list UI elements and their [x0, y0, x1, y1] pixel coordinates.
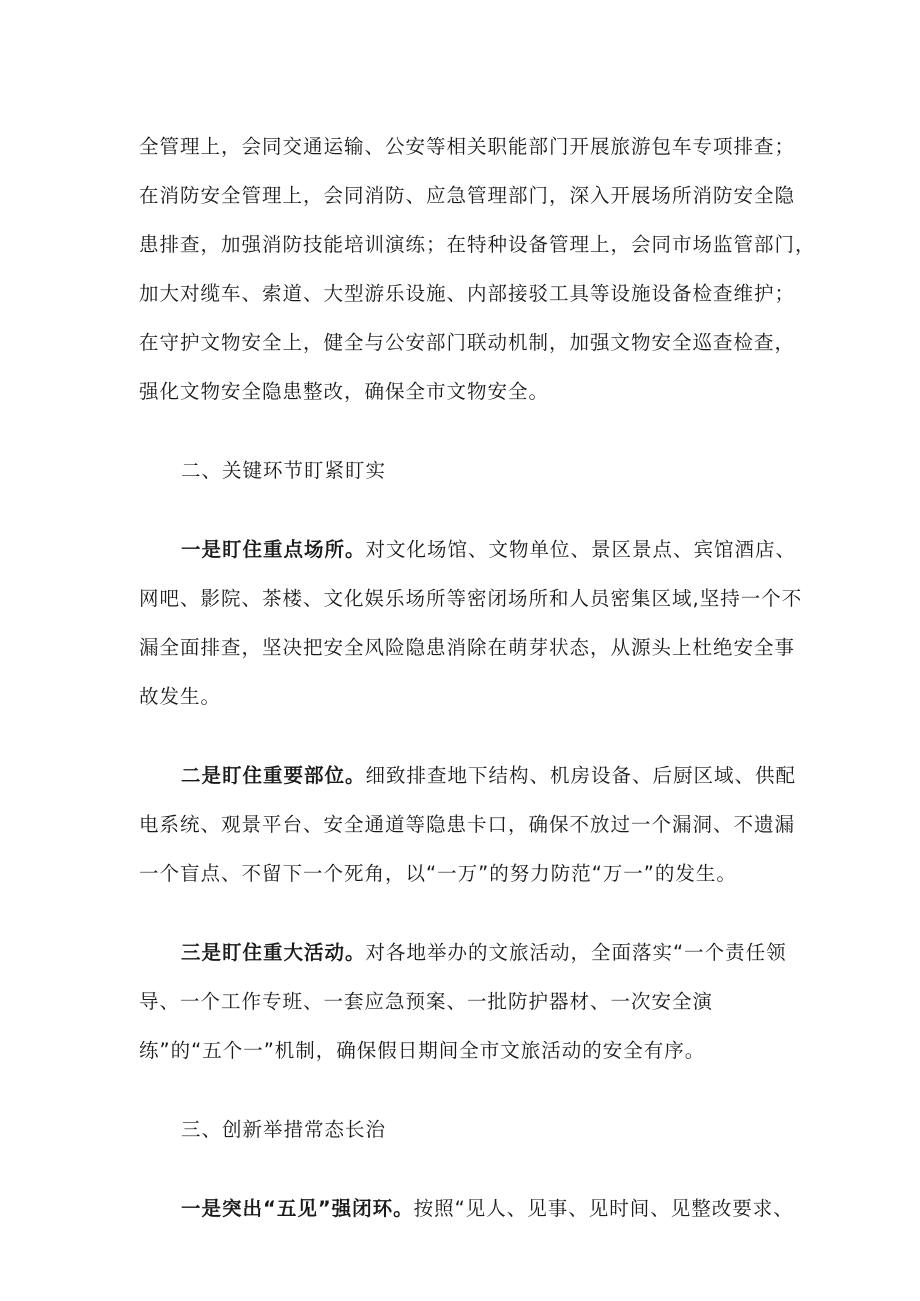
text-line: 电系统、观景平台、安全通道等隐患卡口，确保不放过一个漏洞、不遗漏: [139, 813, 796, 836]
text-line: 一个盲点、不留下一个死角，以“一万”的努力防范“万一”的发生。: [139, 862, 737, 885]
section-heading-3: 三、创新举措常态长治: [181, 1118, 387, 1141]
document-body: [139, 122, 816, 1233]
text-line: 漏全面排查，坚决把安全风险隐患消除在萌芽状态，从源头上杜绝安全事: [139, 636, 796, 659]
text-line: 在守护文物安全上，健全与公安部门联动机制，加强文物安全巡查检查，: [139, 331, 796, 354]
text-line: 网吧、影院、茶楼、文化娱乐场所等密闭场所和人员密集区域,坚持一个不: [139, 587, 803, 610]
text-line: [139, 1184, 801, 1233]
text-line: [139, 928, 801, 977]
paragraph-gap: [139, 1154, 801, 1184]
paragraph-safety-management: [139, 122, 816, 416]
paragraph-five-sees: [139, 1184, 801, 1233]
text-line: 导、一个工作专班、一套应急预案、一批防护器材、一次安全演: [139, 990, 714, 1013]
paragraph-gap: [139, 1075, 801, 1105]
text-line: [139, 525, 801, 574]
text-line: 强化文物安全隐患整改，确保全市文物安全。: [139, 380, 550, 403]
paragraph-gap: [139, 495, 801, 525]
text-line: 在消防安全管理上，会同消防、应急管理部门，深入开展场所消防安全隐: [139, 184, 796, 207]
text-line: 患排查，加强消防技能培训演练；在特种设备管理上，会同市场监管部门，: [139, 233, 816, 256]
text-run: 对各地举办的文旅活动，全面落实“一个责任领: [365, 941, 787, 964]
text-line: 故发生。: [139, 685, 222, 708]
paragraph-key-areas: [139, 751, 801, 898]
text-run: 对文化场馆、文物单位、景区景点、宾馆酒店、: [365, 538, 797, 561]
text-line: [139, 751, 801, 800]
text-run: 按照“见人、见事、见时间、见整改要求、: [413, 1197, 794, 1220]
paragraph-gap: [139, 721, 801, 751]
paragraph-gap: [139, 416, 801, 446]
text-run: 细致排查地下结构、机房设备、后厨区域、供配: [365, 764, 797, 787]
paragraph-lead: 二是盯住重要部位。: [181, 764, 366, 787]
paragraph-key-venues: [139, 525, 801, 721]
paragraph-lead: 三是盯住重大活动。: [181, 941, 366, 964]
text-line: 加大对缆车、索道、大型游乐设施、内部接驳工具等设施设备检查维护；: [139, 282, 796, 305]
text-line: 全管理上，会同交通运输、公安等相关职能部门开展旅游包车专项排查；: [139, 135, 796, 158]
paragraph-lead: 一是盯住重点场所。: [181, 538, 366, 561]
paragraph-gap: [139, 898, 801, 928]
section-heading-2: 二、关键环节盯紧盯实: [181, 459, 387, 482]
paragraph-major-events: [139, 928, 801, 1075]
text-line: 练”的“五个一”机制，确保假日期间全市文旅活动的安全有序。: [139, 1039, 706, 1062]
paragraph-lead: 一是突出“五见”强闭环。: [181, 1197, 414, 1220]
